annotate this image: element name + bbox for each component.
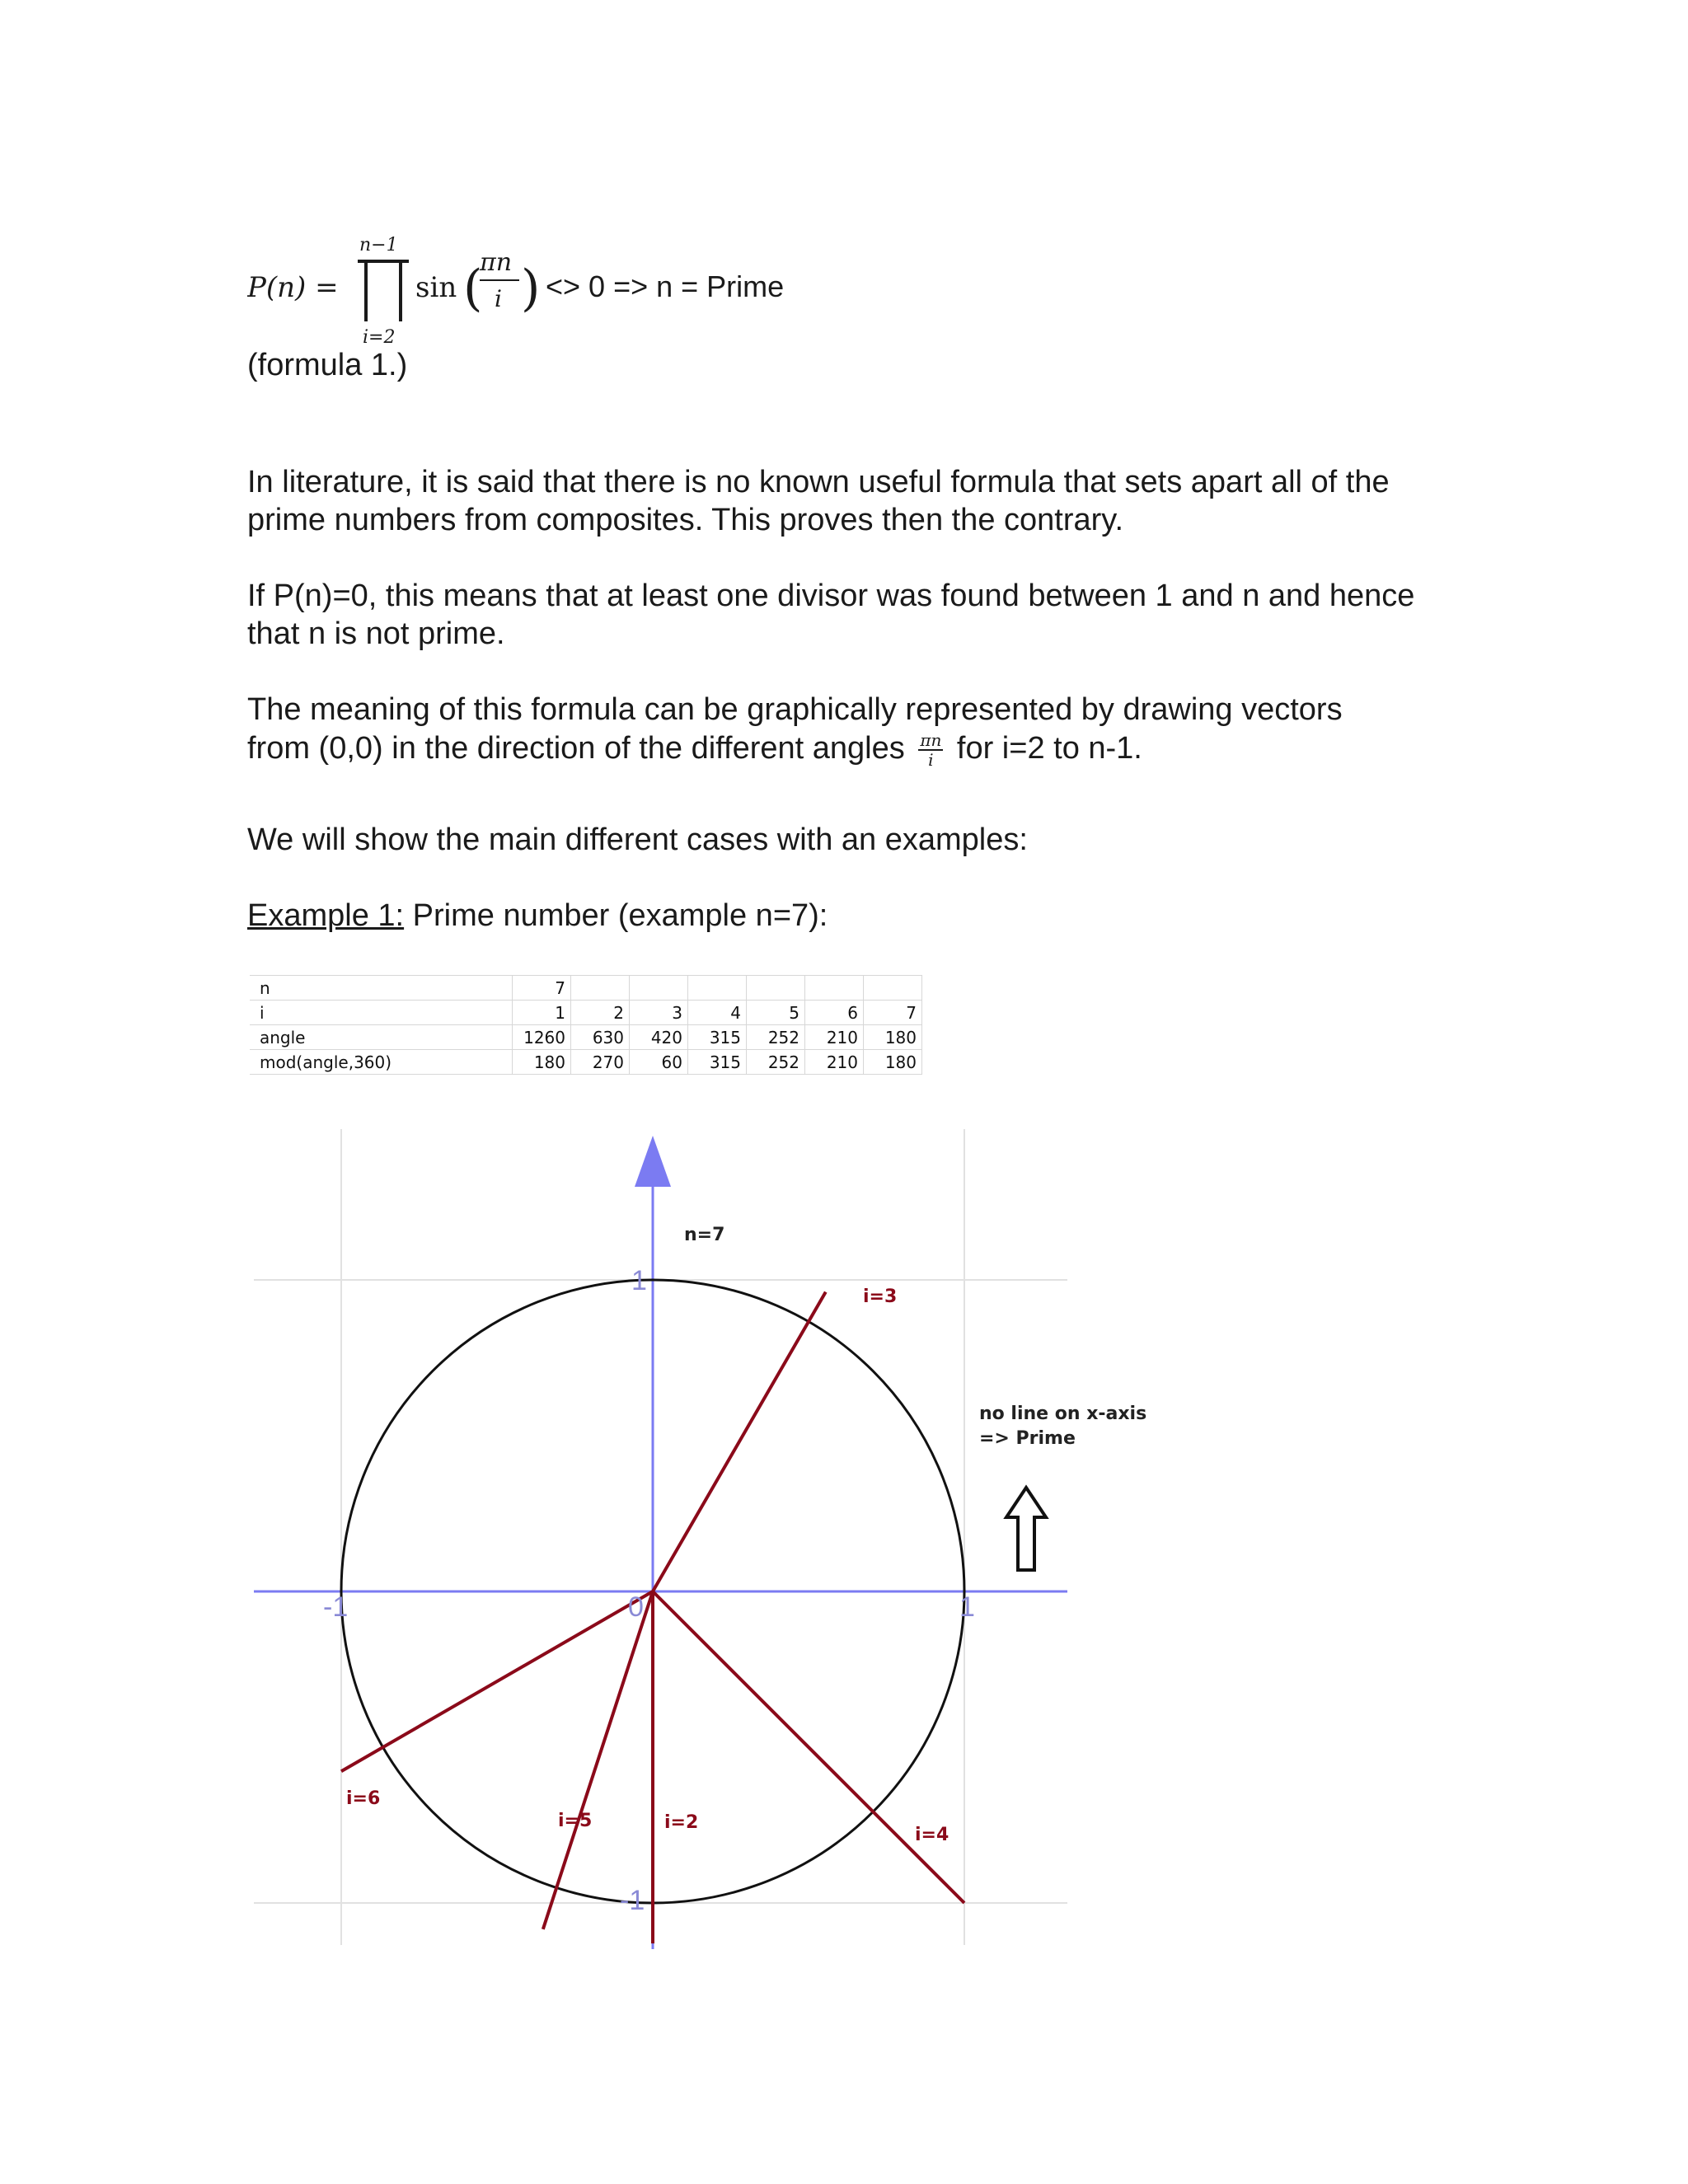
product-lower-limit: i=2 bbox=[363, 327, 396, 348]
product-symbol bbox=[358, 261, 409, 321]
row-label: n bbox=[250, 976, 513, 1001]
table-cell: 315 bbox=[688, 1050, 747, 1075]
tick-y-pos: 1 bbox=[631, 1265, 647, 1296]
unit-circle-chart bbox=[247, 1129, 1154, 1953]
y-axis-arrowhead bbox=[635, 1136, 671, 1187]
table-cell: 252 bbox=[747, 1025, 805, 1050]
table-row bbox=[250, 1025, 922, 1050]
vector-label: i=3 bbox=[863, 1286, 898, 1307]
tick-x-neg: -1 bbox=[323, 1591, 349, 1623]
table-cell: 210 bbox=[805, 1050, 864, 1075]
table-cell bbox=[571, 976, 630, 1001]
table-cell: 420 bbox=[630, 1025, 688, 1050]
formula-caption: (formula 1.) bbox=[247, 348, 408, 382]
vector-i-6 bbox=[341, 1591, 653, 1771]
table-cell: 5 bbox=[747, 1001, 805, 1025]
vector-i-3 bbox=[653, 1292, 826, 1591]
table-cell bbox=[688, 976, 747, 1001]
table-cell: 60 bbox=[630, 1050, 688, 1075]
vector-i-5 bbox=[543, 1591, 653, 1929]
fraction-denominator: i bbox=[495, 285, 502, 312]
up-arrow-icon bbox=[1006, 1488, 1046, 1570]
note-line-2: => Prime bbox=[979, 1428, 1076, 1449]
left-paren: ( bbox=[463, 260, 483, 317]
inline-fraction-numerator: πn bbox=[920, 729, 942, 750]
table-cell: 6 bbox=[805, 1001, 864, 1025]
example-heading bbox=[247, 897, 1451, 935]
table-row bbox=[250, 1050, 922, 1075]
table-cell: 3 bbox=[630, 1001, 688, 1025]
angle-table bbox=[250, 975, 922, 1075]
tick-x-pos: 1 bbox=[959, 1591, 975, 1623]
table-row bbox=[250, 976, 922, 1001]
paragraph-cases: We will show the main different cases with an examples: bbox=[247, 823, 1028, 857]
fraction-numerator: πn bbox=[480, 248, 513, 277]
product-upper-limit: n−1 bbox=[359, 235, 398, 255]
table-row bbox=[250, 1001, 922, 1025]
paragraph-meaning-line2 bbox=[247, 729, 1451, 769]
table-cell: 7 bbox=[864, 1001, 922, 1025]
formula bbox=[247, 231, 907, 354]
vector-label: i=5 bbox=[558, 1811, 593, 1831]
grid-lines bbox=[254, 1129, 1067, 1945]
table-cell: 4 bbox=[688, 1001, 747, 1025]
formula-rhs: <> 0 => n = Prime bbox=[546, 269, 785, 303]
table-cell: 1260 bbox=[513, 1025, 571, 1050]
table-cell: 252 bbox=[747, 1050, 805, 1075]
row-label: angle bbox=[250, 1025, 513, 1050]
vector-label: i=2 bbox=[664, 1812, 699, 1833]
tick-origin: 0 bbox=[628, 1591, 644, 1623]
formula-lhs: P(n) = bbox=[247, 271, 339, 304]
vector-label: i=4 bbox=[915, 1825, 950, 1845]
example-text: Prime number (example n=7): bbox=[404, 898, 828, 933]
paragraph-meaning-line1: The meaning of this formula can be graphically represented by drawing vectors bbox=[247, 692, 1343, 727]
meaning-text-pre: from (0,0) in the direction of the different angles bbox=[247, 731, 905, 766]
row-label: mod(angle,360) bbox=[250, 1050, 513, 1075]
meaning-text-post: for i=2 to n-1. bbox=[956, 731, 1142, 766]
paragraph-literature: In literature, it is said that there is no known useful formula that sets apart all of the prime numbers from composites. This proves then the contrary. bbox=[247, 465, 1390, 537]
chart-title: n=7 bbox=[684, 1225, 725, 1245]
table-cell: 1 bbox=[513, 1001, 571, 1025]
vector-i-4 bbox=[653, 1591, 964, 1903]
inline-fraction-denominator: i bbox=[928, 749, 934, 770]
table-cell: 270 bbox=[571, 1050, 630, 1075]
table-cell bbox=[864, 976, 922, 1001]
vector-label: i=6 bbox=[346, 1788, 381, 1809]
table-cell: 180 bbox=[864, 1025, 922, 1050]
table-cell: 7 bbox=[513, 976, 571, 1001]
table-cell bbox=[805, 976, 864, 1001]
tick-y-neg: -1 bbox=[620, 1885, 645, 1916]
table-cell: 210 bbox=[805, 1025, 864, 1050]
table-cell: 180 bbox=[513, 1050, 571, 1075]
note-line-1: no line on x-axis bbox=[979, 1404, 1147, 1424]
right-paren: ) bbox=[521, 260, 541, 317]
table-cell: 315 bbox=[688, 1025, 747, 1050]
row-label: i bbox=[250, 1001, 513, 1025]
table-cell: 180 bbox=[864, 1050, 922, 1075]
example-label: Example 1: bbox=[247, 898, 405, 933]
table-cell: 2 bbox=[571, 1001, 630, 1025]
inline-fraction bbox=[918, 731, 943, 769]
table-cell: 630 bbox=[571, 1025, 630, 1050]
sin-function: sin bbox=[415, 271, 457, 304]
table-cell bbox=[630, 976, 688, 1001]
table-cell bbox=[747, 976, 805, 1001]
paragraph-divisor: If P(n)=0, this means that at least one divisor was found between 1 and n and hence that n is not prime. bbox=[247, 579, 1415, 651]
